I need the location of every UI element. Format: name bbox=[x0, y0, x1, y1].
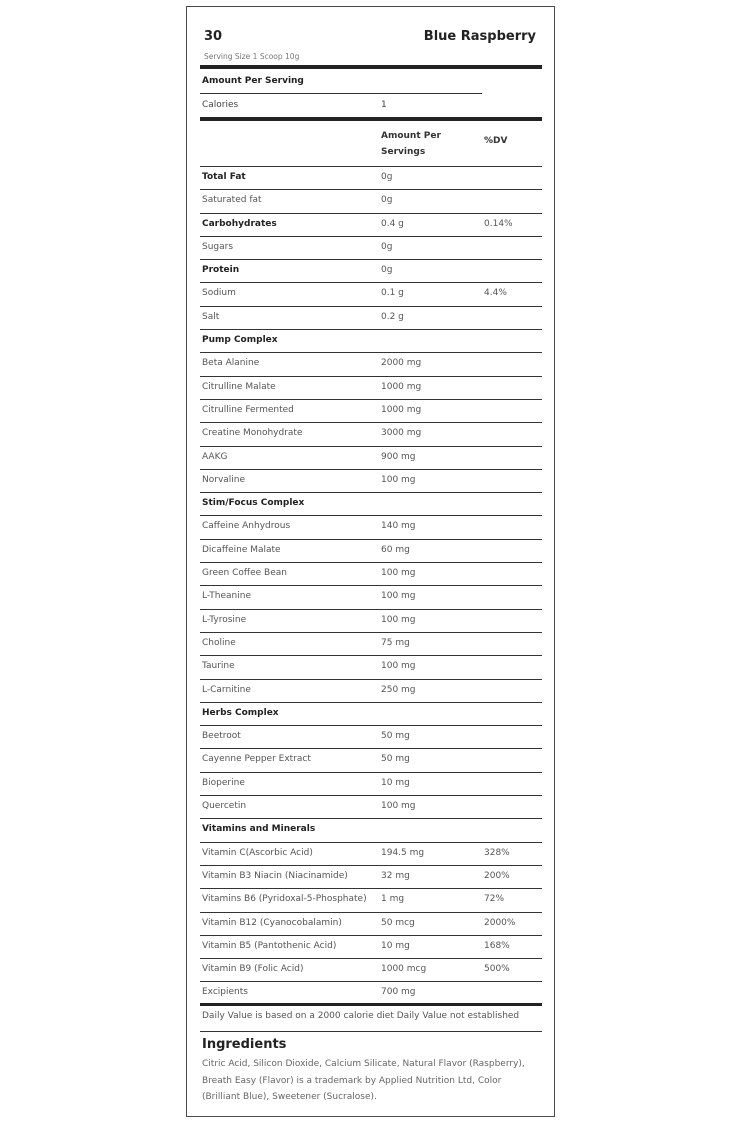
nutrient-table bbox=[200, 167, 542, 1006]
nutrient-amount: 1000 mcg bbox=[381, 964, 427, 975]
table-row bbox=[200, 470, 542, 493]
table-row bbox=[200, 773, 542, 796]
nutrient-amount: 700 mg bbox=[381, 987, 416, 998]
calories-value: 1 bbox=[381, 100, 387, 110]
nutrient-name: Carbohydrates bbox=[202, 218, 277, 229]
column-header-dv: %DV bbox=[484, 136, 508, 146]
nutrient-name: Stim/Focus Complex bbox=[202, 498, 305, 509]
nutrient-name: Salt bbox=[202, 311, 220, 322]
ingredients-text: Citric Acid, Silicon Dioxide, Calcium Silicate, Natural Flavor (Raspberry), Breath Easy (Flavor) is a trademark by Applied Nutrition Ltd, Color (Brilliant Blue), Sweetener (Sucralose). bbox=[202, 1059, 525, 1102]
nutrient-amount: 0.4 g bbox=[381, 218, 404, 229]
divider-thin-bottom bbox=[200, 1031, 542, 1032]
nutrient-amount: 60 mg bbox=[381, 544, 410, 555]
nutrient-name: Cayenne Pepper Extract bbox=[202, 754, 311, 765]
nutrient-amount: 250 mg bbox=[381, 684, 416, 695]
nutrient-dv: 2000% bbox=[484, 917, 516, 928]
table-section-row bbox=[200, 330, 542, 353]
nutrient-amount: 100 mg bbox=[381, 568, 416, 579]
nutrient-amount: 75 mg bbox=[381, 637, 410, 648]
nutrient-name: Vitamin B5 (Pantothenic Acid) bbox=[202, 940, 337, 951]
nutrient-name: Pump Complex bbox=[202, 335, 278, 346]
divider-thin bbox=[200, 93, 482, 94]
table-row bbox=[200, 633, 542, 656]
nutrient-name: Vitamin B9 (Folic Acid) bbox=[202, 964, 304, 975]
table-row bbox=[200, 586, 542, 609]
nutrient-amount: 50 mg bbox=[381, 731, 410, 742]
table-row bbox=[200, 913, 542, 936]
nutrient-name: Total Fat bbox=[202, 172, 246, 182]
nutrient-amount: 900 mg bbox=[381, 451, 416, 462]
nutrient-dv: 4.4% bbox=[484, 288, 507, 299]
nutrient-amount: 100 mg bbox=[381, 591, 416, 602]
nutrient-amount: 0g bbox=[381, 241, 393, 252]
table-row bbox=[200, 680, 542, 703]
serving-size: Serving Size 1 Scoop 10g bbox=[204, 52, 300, 61]
nutrient-name: Vitamin B12 (Cyanocobalamin) bbox=[202, 917, 342, 928]
nutrient-name: Vitamin C(Ascorbic Acid) bbox=[202, 847, 313, 858]
nutrient-dv: 500% bbox=[484, 964, 510, 975]
table-row bbox=[200, 377, 542, 400]
nutrient-name: Sugars bbox=[202, 241, 234, 252]
table-row bbox=[200, 610, 542, 633]
nutrient-amount: 140 mg bbox=[381, 521, 416, 532]
nutrient-amount: 1000 mg bbox=[381, 381, 422, 392]
daily-value-note: Daily Value is based on a 2000 calorie diet Daily Value not established bbox=[202, 1011, 520, 1021]
label-header bbox=[200, 29, 542, 49]
nutrient-dv: 200% bbox=[484, 870, 510, 881]
table-section-row bbox=[200, 260, 542, 283]
nutrition-label-panel bbox=[186, 6, 555, 1117]
nutrient-dv: 0.14% bbox=[484, 218, 513, 229]
nutrient-name: Herbs Complex bbox=[202, 707, 279, 718]
table-row bbox=[200, 423, 542, 446]
nutrient-name: Creatine Monohydrate bbox=[202, 428, 303, 439]
divider-thick-bottom bbox=[200, 1003, 542, 1006]
table-row bbox=[200, 540, 542, 563]
column-header-amount: Amount Per Servings bbox=[381, 131, 441, 157]
table-row bbox=[200, 959, 542, 982]
divider-thick-middle bbox=[200, 117, 542, 121]
table-row bbox=[200, 656, 542, 679]
nutrient-name: L-Carnitine bbox=[202, 684, 251, 695]
nutrient-name: Dicaffeine Malate bbox=[202, 544, 281, 555]
nutrient-amount: 100 mg bbox=[381, 614, 416, 625]
nutrient-name: Vitamin B3 Niacin (Niacinamide) bbox=[202, 870, 348, 881]
nutrient-name: Vitamins and Minerals bbox=[202, 824, 316, 835]
nutrient-amount: 32 mg bbox=[381, 870, 410, 881]
table-row bbox=[200, 843, 542, 866]
table-row bbox=[200, 516, 542, 539]
nutrient-name: Caffeine Anhydrous bbox=[202, 521, 291, 532]
nutrient-name: AAKG bbox=[202, 451, 228, 462]
table-row bbox=[200, 726, 542, 749]
table-row bbox=[200, 190, 542, 213]
nutrient-name: L-Theanine bbox=[202, 591, 251, 602]
table-row bbox=[200, 353, 542, 376]
nutrient-name: Citrulline Malate bbox=[202, 381, 276, 392]
table-section-row bbox=[200, 703, 542, 726]
table-row bbox=[200, 400, 542, 423]
nutrient-name: Excipients bbox=[202, 987, 248, 998]
table-row bbox=[200, 796, 542, 819]
calories-label: Calories bbox=[202, 100, 239, 110]
nutrient-dv: 328% bbox=[484, 847, 510, 858]
nutrient-amount: 0.2 g bbox=[381, 311, 404, 322]
ingredients-title: Ingredients bbox=[202, 1037, 287, 1052]
table-row bbox=[200, 447, 542, 470]
amount-per-serving-heading: Amount Per Serving bbox=[202, 76, 304, 86]
nutrient-amount: 10 mg bbox=[381, 777, 410, 788]
table-row bbox=[200, 889, 542, 912]
table-section-row bbox=[200, 819, 542, 842]
table-row bbox=[200, 307, 542, 330]
nutrient-name: Sodium bbox=[202, 288, 236, 299]
nutrient-name: Beetroot bbox=[202, 731, 241, 742]
nutrient-name: Beta Alanine bbox=[202, 358, 260, 369]
nutrient-amount: 2000 mg bbox=[381, 358, 422, 369]
nutrient-dv: 168% bbox=[484, 940, 510, 951]
nutrient-name: L-Tyrosine bbox=[202, 614, 247, 625]
nutrient-name: Bioperine bbox=[202, 777, 245, 788]
nutrient-amount: 0g bbox=[381, 195, 393, 206]
table-row bbox=[200, 866, 542, 889]
table-row bbox=[200, 283, 542, 306]
servings-count: 30 bbox=[204, 29, 223, 44]
nutrient-amount: 50 mcg bbox=[381, 917, 415, 928]
table-row bbox=[200, 563, 542, 586]
nutrient-name: Norvaline bbox=[202, 474, 246, 485]
table-section-row bbox=[200, 214, 542, 237]
nutrient-name: Green Coffee Bean bbox=[202, 568, 287, 579]
divider-thick-top bbox=[200, 65, 542, 69]
nutrient-amount: 194.5 mg bbox=[381, 847, 425, 858]
table-row bbox=[200, 749, 542, 772]
table-section-row bbox=[200, 167, 542, 190]
flavor-name: Blue Raspberry bbox=[423, 29, 536, 44]
table-row bbox=[200, 936, 542, 959]
nutrient-name: Vitamins B6 (Pyridoxal-5-Phosphate) bbox=[202, 894, 367, 905]
nutrient-amount: 0g bbox=[381, 172, 393, 182]
table-section-row bbox=[200, 493, 542, 516]
nutrient-amount: 1000 mg bbox=[381, 404, 422, 415]
nutrient-amount: 50 mg bbox=[381, 754, 410, 765]
nutrient-name: Protein bbox=[202, 265, 240, 276]
table-row bbox=[200, 237, 542, 260]
nutrient-name: Choline bbox=[202, 637, 236, 648]
nutrient-amount: 1 mg bbox=[381, 894, 405, 905]
nutrient-name: Quercetin bbox=[202, 801, 247, 812]
nutrient-amount: 100 mg bbox=[381, 661, 416, 672]
nutrient-amount: 3000 mg bbox=[381, 428, 422, 439]
nutrient-amount: 10 mg bbox=[381, 940, 410, 951]
nutrient-name: Saturated fat bbox=[202, 195, 262, 206]
nutrient-amount: 0g bbox=[381, 265, 393, 276]
nutrient-amount: 100 mg bbox=[381, 801, 416, 812]
nutrient-name: Taurine bbox=[202, 661, 235, 672]
nutrient-amount: 0.1 g bbox=[381, 288, 404, 299]
nutrient-name: Citrulline Fermented bbox=[202, 404, 294, 415]
nutrient-dv: 72% bbox=[484, 894, 505, 905]
nutrient-amount: 100 mg bbox=[381, 474, 416, 485]
